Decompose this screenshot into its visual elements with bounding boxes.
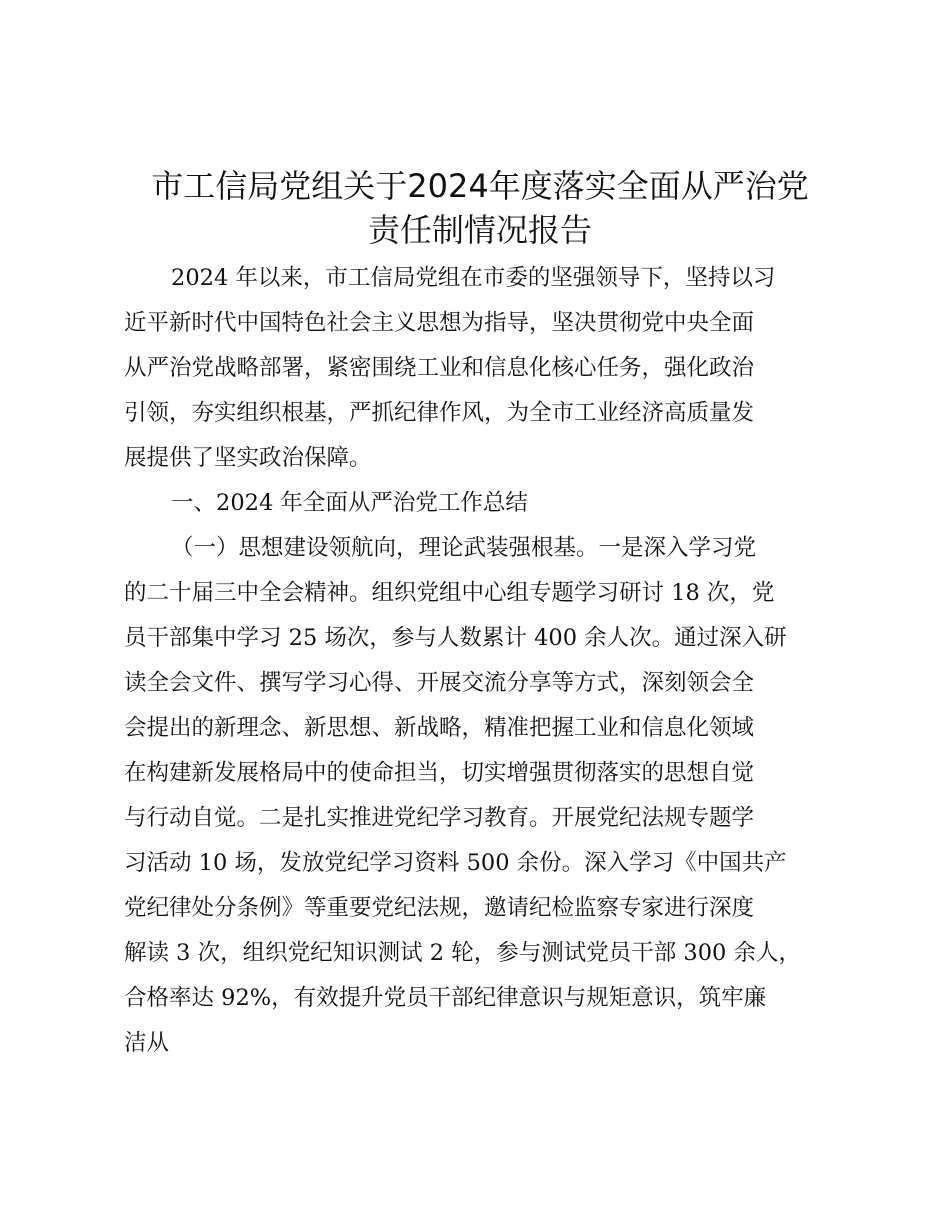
paragraph-line: 引领，夯实组织根基，严抓纪律作风，为全市工业经济高质量发 bbox=[124, 400, 755, 426]
document-title-line-2: 责任制情况报告 bbox=[367, 211, 592, 249]
paragraph-line: 党纪律处分条例》等重要党纪法规，邀请纪检监察专家进行深度 bbox=[124, 895, 755, 921]
document-title-line-1: 市工信局党组关于2024年度落实全面从严治党 bbox=[151, 167, 809, 205]
paragraph-line: 会提出的新理念、新思想、新战略，精准把握工业和信息化领域 bbox=[124, 715, 755, 741]
paragraph-line: 展提供了坚实政治保障。 bbox=[124, 445, 372, 471]
paragraph-line: 读全会文件、撰写学习心得、开展交流分享等方式，深刻领会全 bbox=[124, 670, 755, 696]
paragraph-line: 在构建新发展格局中的使命担当，切实增强贯彻落实的思想自觉 bbox=[124, 760, 755, 786]
paragraph-line: 解读 3 次，组织党纪知识测试 2 轮，参与测试党员干部 300 余人， bbox=[124, 940, 801, 966]
paragraph-line: （一）思想建设领航向，理论武装强根基。一是深入学习党 bbox=[171, 535, 757, 561]
section-heading: 一、2024 年全面从严治党工作总结 bbox=[171, 490, 528, 516]
paragraph-line: 与行动自觉。二是扎实推进党纪学习教育。开展党纪法规专题学 bbox=[124, 805, 755, 831]
paragraph-line: 近平新时代中国特色社会主义思想为指导，坚决贯彻党中央全面 bbox=[124, 310, 755, 336]
paragraph-line: 2024 年以来，市工信局党组在市委的坚强领导下，坚持以习 bbox=[171, 265, 776, 291]
paragraph-line: 合格率达 92%，有效提升党员干部纪律意识与规矩意识，筑牢廉 bbox=[124, 985, 767, 1011]
paragraph-line: 员干部集中学习 25 场次，参与人数累计 400 余人次。通过深入研 bbox=[124, 625, 787, 651]
paragraph-line: 从严治党战略部署，紧密围绕工业和信息化核心任务，强化政治 bbox=[124, 355, 755, 381]
paragraph-line: 的二十届三中全会精神。组织党组中心组专题学习研讨 18 次，党 bbox=[124, 580, 775, 606]
paragraph-line: 洁从 bbox=[124, 1030, 170, 1056]
paragraph-line: 习活动 10 场，发放党纪学习资料 500 余份。深入学习《中国共产 bbox=[124, 850, 787, 876]
